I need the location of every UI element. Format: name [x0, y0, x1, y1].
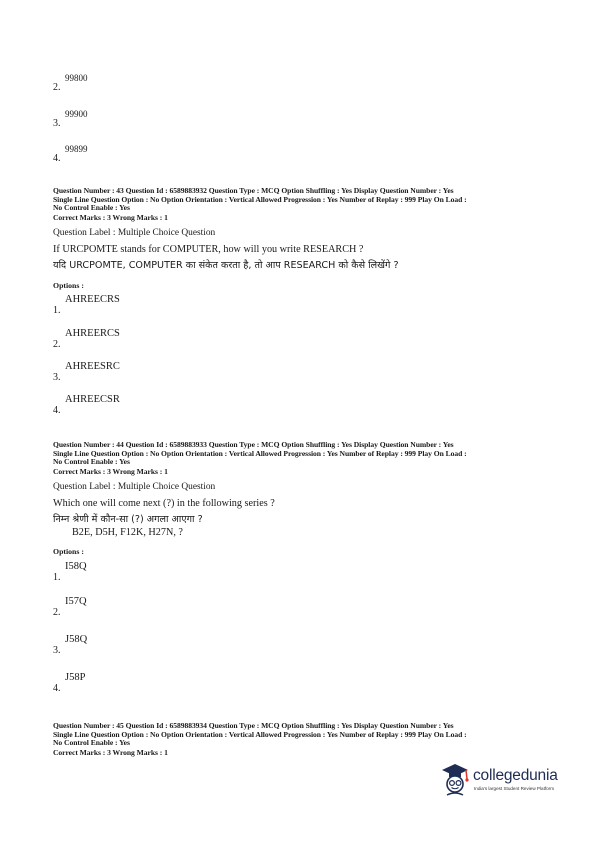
q44-question-en: Which one will come next (?) in the following series ? [53, 498, 275, 509]
q44-options-heading: Options : [53, 547, 84, 556]
graduation-cap-mascot-icon [438, 758, 472, 798]
q44-question-hi: निम्न श्रेणी में कौन-सा (?) अगला आएगा ? [53, 514, 203, 525]
q43-options-heading: Options : [53, 281, 84, 290]
q43-label: Question Label : Multiple Choice Question [53, 228, 216, 238]
q45-marks: Correct Marks : 3 Wrong Marks : 1 [53, 748, 168, 758]
brand-tagline: India's largest Student Review Platform [474, 786, 555, 791]
q43-question-hi: यदि URCPOMTE, COMPUTER का संकेत करता है, तो आप RESEARCH को कैसे लिखेंगे ? [53, 260, 399, 271]
collegedunia-logo [438, 758, 578, 800]
q44-marks: Correct Marks : 3 Wrong Marks : 1 [53, 467, 168, 477]
q43-marks: Correct Marks : 3 Wrong Marks : 1 [53, 213, 168, 223]
q44-series: B2E, D5H, F12K, H27N, ? [72, 527, 183, 538]
q44-label: Question Label : Multiple Choice Question [53, 482, 216, 492]
q44-metadata: Question Number : 44 Question Id : 6589883933 Question Type : MCQ Option Shuffling : Yes Display Question Number : Yes Single Line Question Option : No Option Orientation : Vertical Allowed Progression : Yes Number of Replay : 999 Play On Load : No Control Enable : Yes Correct Marks : 3 Wrong Marks : 1 [53, 441, 553, 477]
q43-question-en: If URCPOMTE stands for COMPUTER, how will you write RESEARCH ? [53, 244, 364, 255]
q45-metadata: Question Number : 45 Question Id : 6589883934 Question Type : MCQ Option Shuffling : Yes Display Question Number : Yes Single Line Question Option : No Option Orientation : Vertical Allowed Progression : Yes Number of Replay : 999 Play On Load : No Control Enable : Yes Correct Marks : 3 Wrong Marks : 1 [53, 722, 553, 758]
exam-page: 2. 99800 3. 99900 4. 99899 Question Number : 43 Question Id : 6589883932 Question Type : MCQ Option Shuffling : Yes Display Question Number : Yes Single Line Question Option : No Option Orientation : Vertical Allowed Progression : Yes Number of Replay : 999 Play On Load : No Control Enable : Yes Correct Marks : 3 Wrong Marks : 1 Question Label : Multiple Choice Question If URCPOMTE stands for COMPUTER, how will you write RESEARCH ? यदि URCPOMTE, COMPUTER का संकेत करता है, तो आप RESEARCH को कैसे लिखेंगे ? Options : 1. AHREECRS 2. AHREERCS 3. AHREESRC 4. AHREECSR Question Number : 44 Question Id : 6589883933 Question Type : MCQ Option Shuffling : Yes Display Question Number : Yes Single Line Question Option : No Option Orientation : Vertical Allowed Progression : Yes Number of Replay : 999 Play On Load : No Control Enable : Yes Correct Marks : 3 Wrong Marks : 1 Question Label : Multiple Choice Question Which one will come next (?) in the following series ? निम्न श्रेणी में कौन-सा (?) अगला आएगा ? B2E, D5H, F12K, H27N, ? Options : 1. I58Q 2. I57Q 3. J58Q 4. J58P Question Number : 45 Question Id : 6589883934 Question Type : MCQ Option Shuffling : Yes Display Question Number : Yes Single Line Question Option : No Option Orientation : Vertical Allowed Progression : Yes Number of Replay : 999 Play On Load : No Control Enable : Yes Correct Marks : 3 Wrong Marks : 1 collegedunia India's largest Student Review Platform [0, 0, 595, 842]
q43-metadata: Question Number : 43 Question Id : 6589883932 Question Type : MCQ Option Shuffling : Yes Display Question Number : Yes Single Line Question Option : No Option Orientation : Vertical Allowed Progression : Yes Number of Replay : 999 Play On Load : No Control Enable : Yes Correct Marks : 3 Wrong Marks : 1 [53, 187, 553, 223]
brand-name: collegedunia [473, 767, 558, 784]
